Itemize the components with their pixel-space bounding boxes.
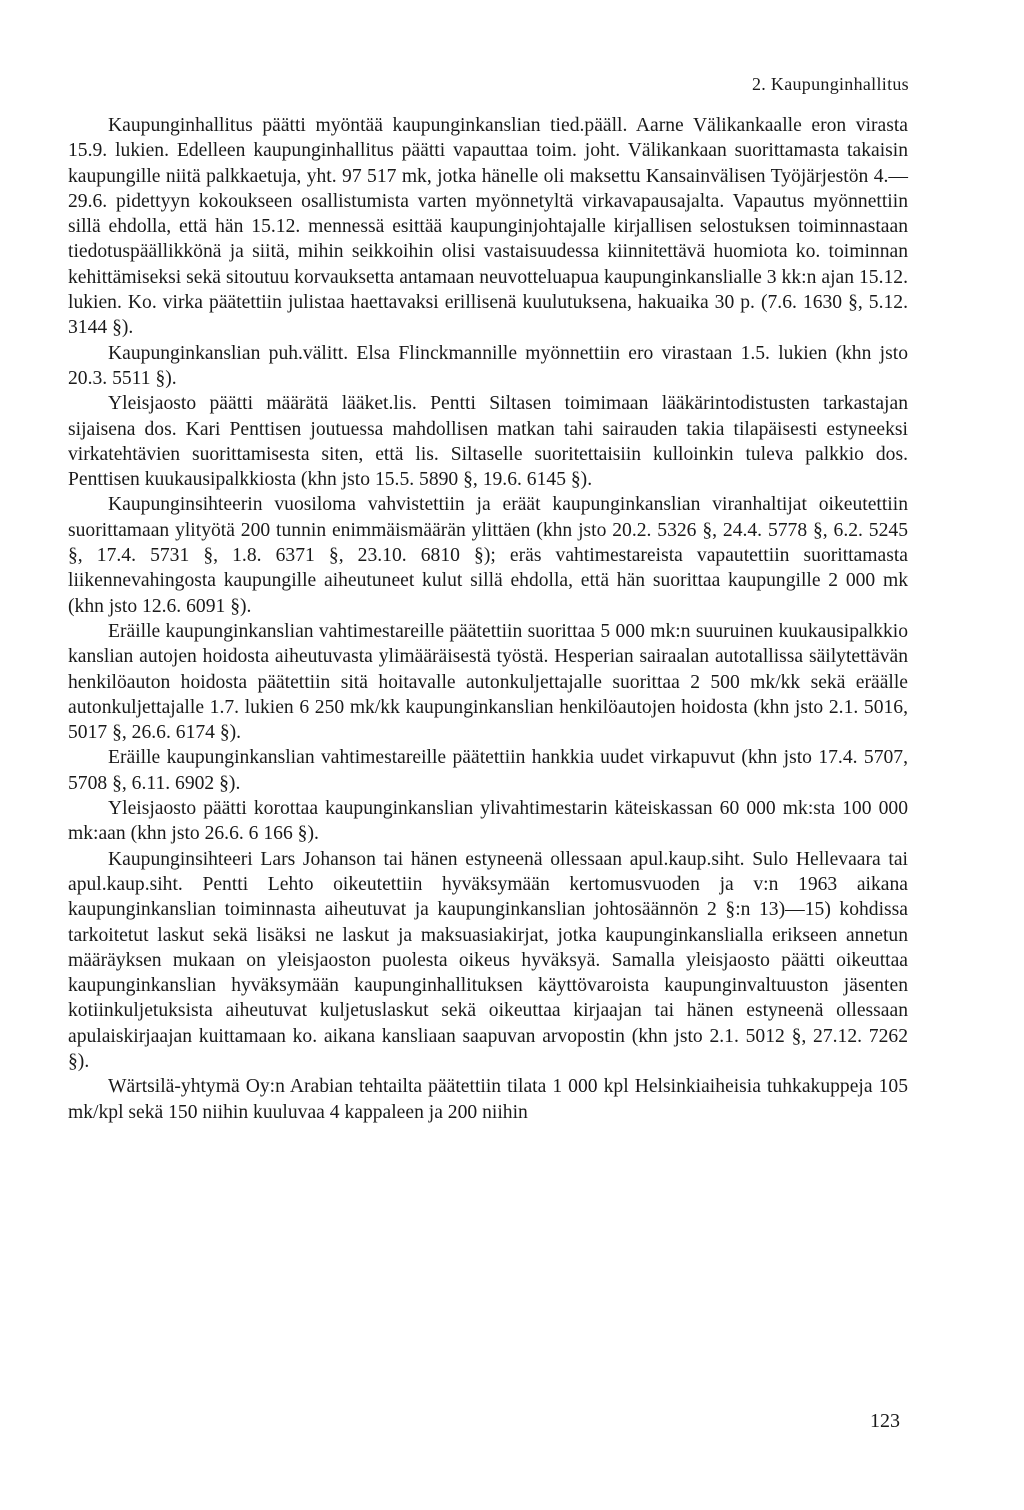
paragraph: Kaupunginsihteeri Lars Johanson tai hänen estyneenä ollessaan apul.kaup.siht. Sulo Hellevaara tai apul.kaup.siht. Pentti Lehto oikeutettiin hyväksymään kertomusvuoden ja v:n 1963 aikana kaupunginkanslian toiminnasta aiheutuvat ja kaupunginkanslian johtosäännön 2 §:n 13)—15) kohdissa tarkoitetut laskut sekä lisäksi ne laskut ja maksuasiakirjat, jotka kaupunginkanslialla erikseen annetun määräyksen mukaan on yleisjaoston puolesta oikeus hyväksyä. Samalla yleisjaosto päätti oikeuttaa kaupunginkanslian hyväksymään kaupunginhallituksen käyttövaroista kaupunginvaltuuston jäsenten kotiinkuljetuksista aiheutuvat kuljetuslaskut sekä oikeuttaa kirjaajan tai hänen estyneenä ollessaan apulaiskirjaajan kuittamaan ko. aikana kansliaan saapuvan arvopostin (khn jsto 2.1. 5012 §, 27.12. 7262 §). bbox=[68, 848, 908, 1072]
paragraph: Wärtsilä-yhtymä Oy:n Arabian tehtailta päätettiin tilata 1 000 kpl Helsinkiaiheisia tuhkakuppeja 105 mk/kpl sekä 150 niihin kuuluvaa 4 kappaleen ja 200 niihin bbox=[68, 1076, 908, 1123]
paragraph: Kaupunginsihteerin vuosiloma vahvistettiin ja eräät kaupunginkanslian viranhaltijat oikeutettiin suorittamaan ylityötä 200 tunnin enimmäismäärän ylittäen (khn jsto 20.2. 5326 §, 24.4. 5778 §, 6.2. 5245 §, 17.4. 5731 §, 1.8. 6371 §, 23.10. 6810 §); eräs vahtimestareista vapautettiin suorittamasta liikennevahingosta kaupungille aiheutuneet kulut sillä ehdolla, että hän suorittaa kaupungille 2 000 mk (khn jsto 12.6. 6091 §). bbox=[68, 494, 908, 617]
page-number: 123 bbox=[870, 1410, 900, 1432]
paragraph: Yleisjaosto päätti korottaa kaupunginkanslian ylivahtimestarin käteiskassan 60 000 mk:sta 100 000 mk:aan (khn jsto 26.6. 6 166 §). bbox=[68, 798, 908, 845]
paragraph: Yleisjaosto päätti määrätä lääket.lis. Pentti Siltasen toimimaan lääkärintodistusten tarkastajan sijaisena dos. Kari Penttisen joutuessa mahdollisen matkan tahi sairauden takia tilapäisesti estyneeksi virkatehtävien suorittamisesta siten, että lis. Siltaselle suoritettaisiin kulloinkin tuleva palkkio dos. Penttisen kuukausipalkkiosta (khn jsto 15.5. 5890 §, 19.6. 6145 §). bbox=[68, 393, 908, 491]
paragraph: Eräille kaupunginkanslian vahtimestareille päätettiin suorittaa 5 000 mk:n suuruinen kuukausipalkkio kanslian autojen hoidosta aiheutuvasta ylimääräisestä työstä. Hesperian sairaalan autotallissa säilytettävän henkilöauton hoidosta päätettiin sitä hoitavalle autonkuljettajalle suorittaa 2 500 mk/kk sekä eräälle autonkuljettajalle 1.7. lukien 6 250 mk/kk kaupunginkanslian henkilöautojen hoidosta (khn jsto 2.1. 5016, 5017 §, 26.6. 6174 §). bbox=[68, 620, 908, 744]
paragraph: Kaupunginhallitus päätti myöntää kaupunginkanslian tied.pääll. Aarne Välikankaalle eron virasta 15.9. lukien. Edelleen kaupunginhallitus päätti vapauttaa toim. joht. Välikankaan suorittamasta takaisin kaupungille niitä palkkaetuja, yht. 97 517 mk, jotka hänelle oli maksettu Kansainvälisen Työjärjestön 4.—29.6. pidettyyn kokoukseen osallistumista varten myönnetyltä virkavapausajalta. Vapautus myönnettiin sillä ehdolla, että hän 15.12. mennessä esittää kaupunginjohtajalle kirjallisen selostuksen toiminnastaan tiedotuspäällikkönä ja siitä, mihin seikkoihin olisi vastaisuudessa kiinnitettävä huomiota ko. toiminnan kehittämiseksi sekä sitoutuu korvauksetta antamaan neuvotteluapua kaupunginkanslialle 3 kk:n ajan 15.12. lukien. Ko. virka päätettiin julistaa haettavaksi erillisenä kuulutuksena, hakuaika 30 p. (7.6. 1630 §, 5.12. 3144 §). bbox=[68, 115, 908, 339]
page-body bbox=[68, 113, 908, 1125]
paragraph: Kaupunginkanslian puh.välitt. Elsa Flinckmannille myönnettiin ero virastaan 1.5. lukien (khn jsto 20.3. 5511 §). bbox=[68, 342, 908, 389]
paragraph: Eräille kaupunginkanslian vahtimestareille päätettiin hankkia uudet virkapuvut (khn jsto 17.4. 5707, 5708 §, 6.11. 6902 §). bbox=[68, 747, 908, 794]
running-head: 2. Kaupunginhallitus bbox=[752, 74, 909, 94]
